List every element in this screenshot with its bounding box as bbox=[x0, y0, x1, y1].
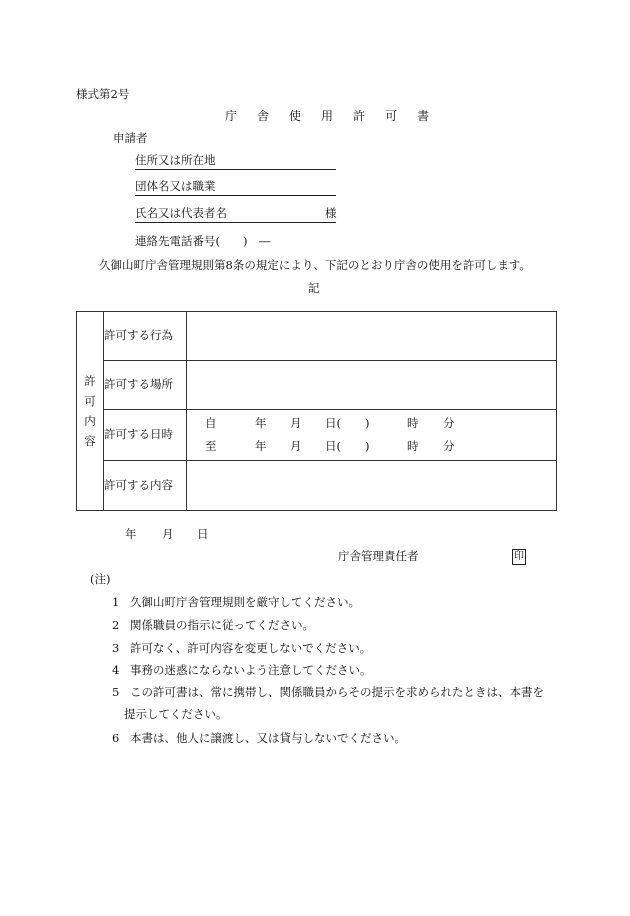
title-char: 使 bbox=[289, 109, 302, 123]
from-paren: ) bbox=[365, 416, 370, 430]
note-item: 4 事務の迷惑にならないよう注意してください。 bbox=[112, 663, 372, 677]
from-month: 月 bbox=[290, 416, 302, 430]
organization-label: 団体名又は職業 bbox=[135, 179, 216, 193]
to-hour: 時 bbox=[407, 439, 419, 453]
datetime-value-cell[interactable] bbox=[187, 410, 557, 461]
title-char: 庁 bbox=[225, 109, 238, 123]
note-item: 3 許可なく、許可内容を変更しないでください。 bbox=[112, 641, 372, 655]
notes-heading: (注) bbox=[90, 572, 111, 586]
place-label: 許可する場所 bbox=[104, 361, 187, 410]
name-label: 氏名又は代表者名 bbox=[135, 206, 227, 220]
issue-day: 日 bbox=[197, 527, 209, 541]
address-field[interactable] bbox=[135, 155, 336, 170]
address-label: 住所又は所在地 bbox=[135, 153, 216, 167]
to-minute: 分 bbox=[443, 439, 455, 453]
from-hour: 時 bbox=[407, 416, 419, 430]
content-label: 許可する内容 bbox=[104, 461, 187, 511]
from-year: 年 bbox=[255, 416, 267, 430]
act-value-cell[interactable] bbox=[187, 312, 557, 361]
applicant-heading: 申請者 bbox=[113, 131, 148, 145]
title-char: 用 bbox=[321, 109, 334, 123]
note-item: 6 本書は、他人に譲渡し、又は貸与しないでください。 bbox=[112, 731, 406, 745]
from-minute: 分 bbox=[443, 416, 455, 430]
manager-label: 庁舎管理責任者 bbox=[338, 549, 419, 563]
ki-label: 記 bbox=[308, 281, 320, 295]
body-text: 久御山町庁舎管理規則第8条の規定により、下記のとおり庁舎の使用を許可します。 bbox=[99, 258, 531, 272]
issue-year: 年 bbox=[125, 527, 137, 541]
representative-name-field[interactable] bbox=[135, 208, 336, 223]
honorific: 様 bbox=[325, 206, 337, 220]
from-prefix: 自 bbox=[205, 416, 217, 430]
permit-content-group-label: 許 可 内 容 bbox=[77, 312, 104, 511]
issue-month: 月 bbox=[162, 527, 174, 541]
content-value-cell[interactable] bbox=[187, 461, 557, 511]
datetime-label: 許可する日時 bbox=[104, 410, 187, 461]
from-day: 日( bbox=[325, 416, 341, 430]
permit-table bbox=[76, 311, 557, 511]
seal-mark: 印 bbox=[512, 549, 526, 565]
note-item: 1 久御山町庁舎管理規則を厳守してください。 bbox=[112, 595, 360, 609]
title-char: 可 bbox=[385, 109, 398, 123]
title-char: 許 bbox=[353, 109, 366, 123]
note-continuation: 提示してください。 bbox=[124, 707, 228, 721]
to-prefix: 至 bbox=[205, 439, 217, 453]
act-label: 許可する行為 bbox=[104, 312, 187, 361]
note-item: 5 この許可書は、常に携帯し、関係職員からその提示を求められたときは、本書を bbox=[112, 685, 544, 699]
title-char: 舎 bbox=[257, 109, 270, 123]
to-month: 月 bbox=[290, 439, 302, 453]
note-item: 2 関係職員の指示に従ってください。 bbox=[112, 618, 314, 632]
title-char: 書 bbox=[417, 109, 430, 123]
phone-label: 連絡先電話番号( ) ― bbox=[135, 234, 271, 248]
to-year: 年 bbox=[255, 439, 267, 453]
organization-field[interactable] bbox=[135, 181, 336, 196]
to-day: 日( bbox=[325, 439, 341, 453]
place-value-cell[interactable] bbox=[187, 361, 557, 410]
to-paren: ) bbox=[365, 439, 370, 453]
form-number: 様式第2号 bbox=[76, 87, 130, 101]
document-title bbox=[225, 110, 429, 123]
